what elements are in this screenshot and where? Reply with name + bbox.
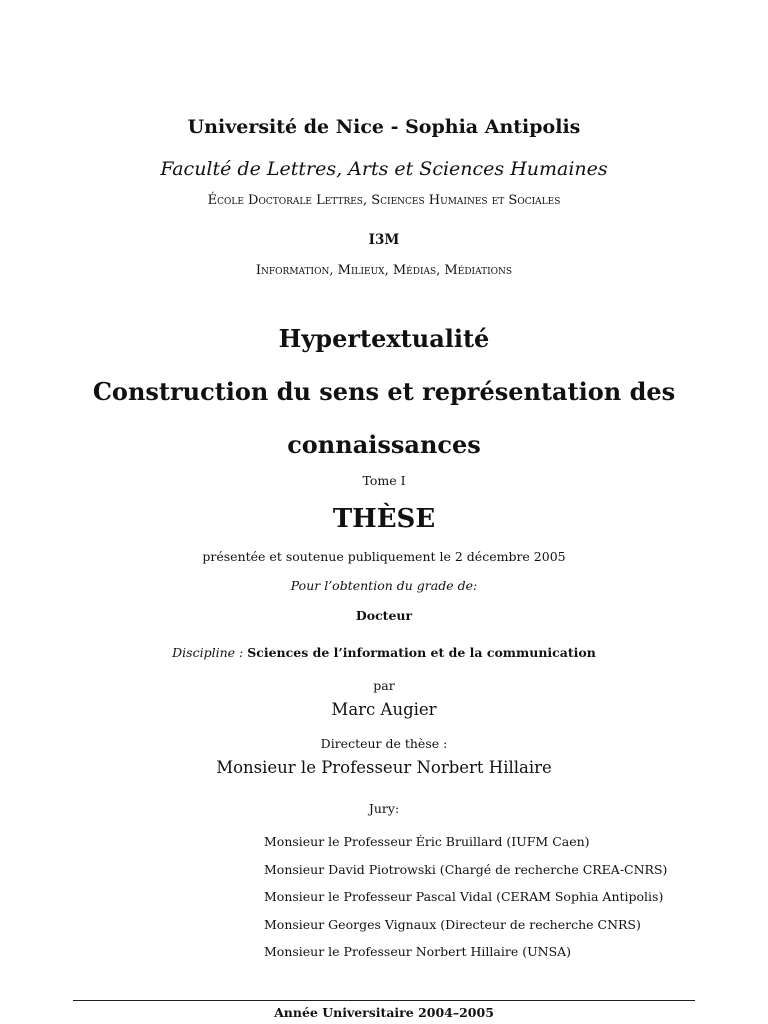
university-name: Université de Nice - Sophia Antipolis [187, 116, 581, 138]
director-name: Monsieur le Professeur Norbert Hillaire [216, 758, 552, 777]
footer-divider [73, 1000, 695, 1001]
jury-list [264, 836, 667, 974]
by-label: par [373, 678, 395, 693]
faculty-name: Faculté de Lettres, Arts et Sciences Humaines [160, 158, 608, 180]
thesis-heading: THÈSE [332, 504, 436, 534]
defense-date-line: présentée et soutenue publiquement le 2 décembre 2005 [202, 549, 566, 564]
thesis-title-line-2: Construction du sens et représentation des [92, 377, 676, 406]
jury-member: Monsieur Georges Vignaux (Directeur de recherche CNRS) [264, 916, 641, 932]
thesis-title-line-1: Hypertextualité [278, 324, 490, 353]
discipline-line [0, 647, 768, 660]
degree-name: Docteur [355, 608, 413, 623]
author-name: Marc Augier [331, 700, 437, 719]
thesis-title-line-3: connaissances [287, 430, 481, 459]
doctoral-school: École Doctorale Lettres, Sciences Humaines et Sociales [207, 193, 561, 208]
jury-member: Monsieur le Professeur Éric Bruillard (IUFM Caen) [264, 834, 590, 849]
lab-full-name: Information, Milieux, Médias, Médiations [255, 263, 513, 278]
jury-member: Monsieur David Piotrowski (Chargé de recherche CREA-CNRS) [264, 861, 668, 877]
discipline-value: Sciences de l’information et de la communication [247, 645, 596, 660]
discipline-label: Discipline : [172, 645, 244, 660]
tome-label: Tome I [362, 473, 406, 488]
director-label: Directeur de thèse : [320, 736, 448, 751]
lab-acronym: I3M [368, 232, 400, 248]
academic-year: Année Universitaire 2004–2005 [274, 1005, 494, 1020]
jury-member: Monsieur le Professeur Norbert Hillaire (UNSA) [264, 944, 572, 959]
jury-label: Jury: [368, 801, 400, 816]
degree-intro: Pour l’obtention du grade de: [290, 578, 478, 593]
jury-member: Monsieur le Professeur Pascal Vidal (CERAM Sophia Antipolis) [264, 889, 664, 904]
